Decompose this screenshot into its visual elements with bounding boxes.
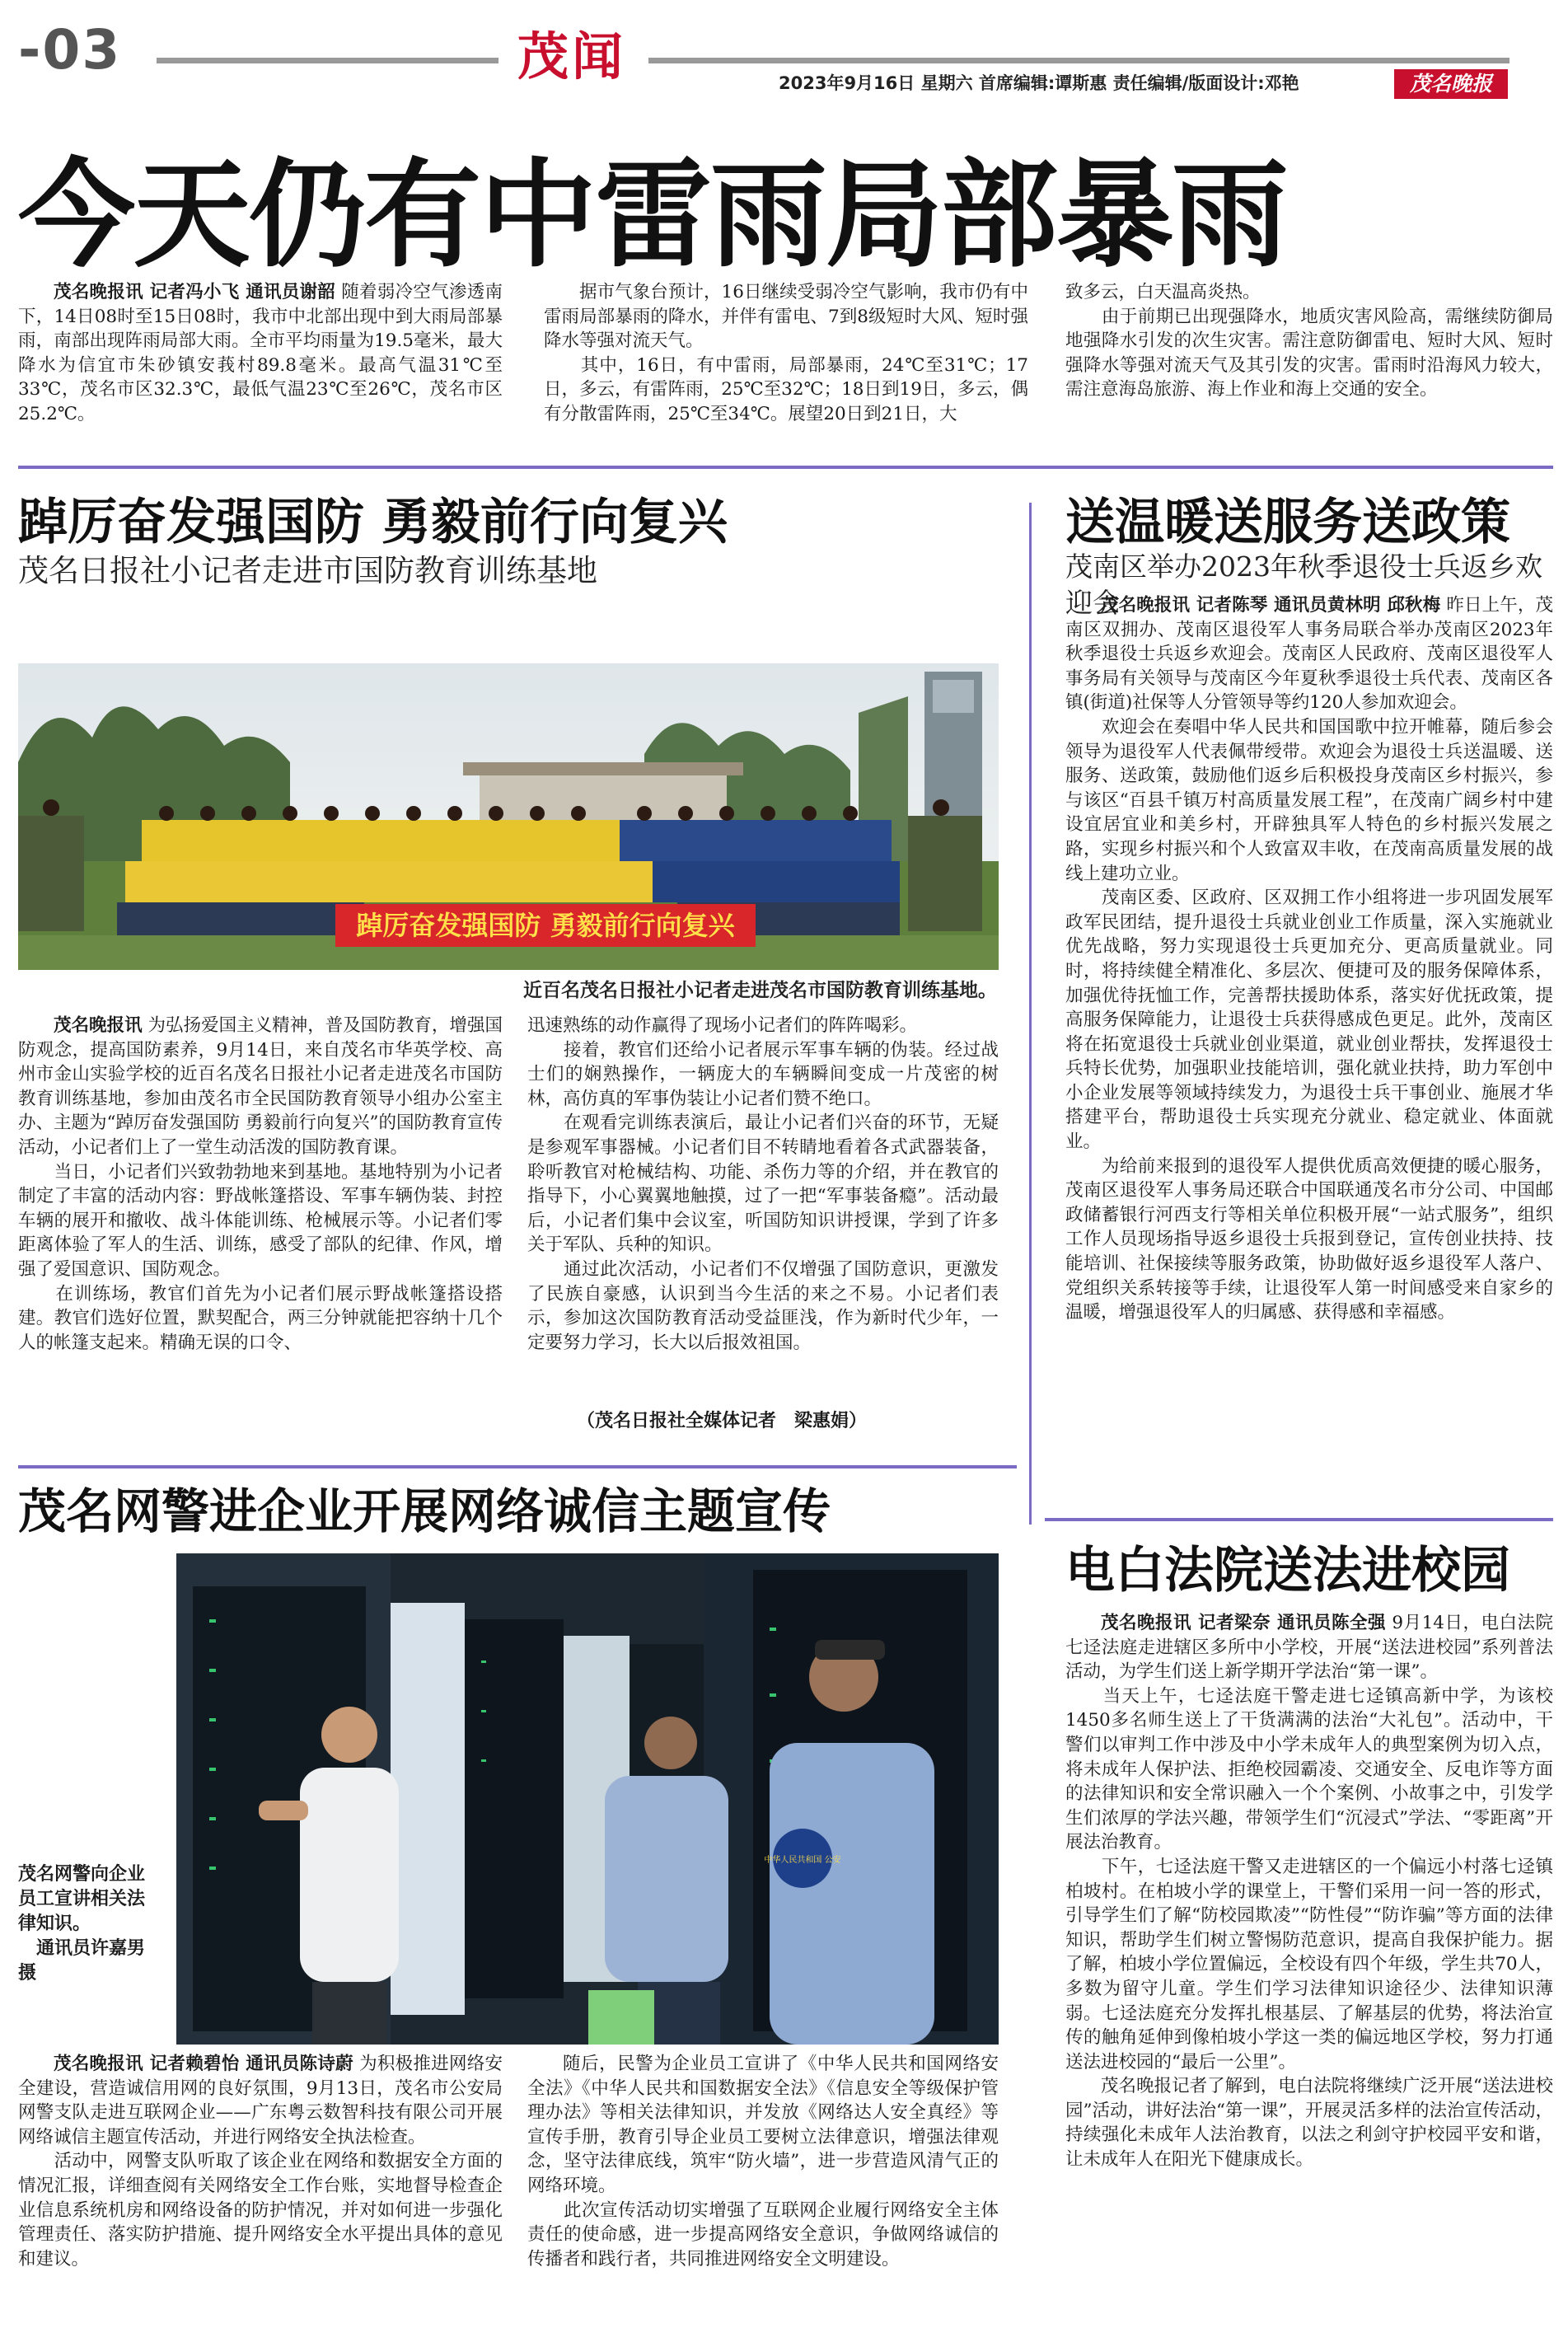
header-date-info: 2023年9月16日 星期六 首席编辑:谭斯惠 责任编辑/版面设计:邓艳 [779, 73, 1299, 93]
veterans-body [1065, 593, 1553, 1325]
defense-group-photo [18, 663, 999, 970]
newspaper-logo [1394, 69, 1508, 99]
defense-col-2: 迅速熟练的动作赢得了现场小记者们的阵阵喝彩。 接着，教官们还给小记者展示军事车辆的伪装。经过战士们的娴熟操作，一辆庞大的车辆瞬间变成一片茂密的树林，高仿真的军事伪装让小记者们赞不绝口。 在观看完训练表演后，最让小记者们兴奋的环节，无疑是参观军事器械。小记者们目不转睛地看着各式武器装备，聆听教官对枪械结构、功能、杀伤力等的介绍，并在教官的指导下，小心翼翼地触摸，过了一把“军事装备瘾”。活动最后，小记者们集中会议室，听国防知识讲授课，学到了许多关于军队、兵种的知识。 通过此次活动，小记者们不仅增强了国防意识，更激发了民族自豪感，认识到当今生活的来之不易。小记者们表示，参加这次国防教育活动受益匪浅，作为新时代少年，一定要努力学习，长大以后报效祖国。 [527, 1015, 999, 1353]
defense-col-1 [18, 1014, 503, 1355]
court-body [1065, 1611, 1553, 2172]
weather-byline: 茂名晚报讯 记者冯小飞 通讯员谢韶 [54, 282, 336, 302]
police-photo [176, 1553, 999, 2045]
veterans-title: 送温暖送服务送政策 [1065, 494, 1510, 551]
veterans-subtitle: 茂南区举办2023年秋季退役士兵返乡欢迎会 [1065, 550, 1542, 619]
section-label: 茂闻 [517, 26, 627, 87]
police-col-1 [18, 2052, 503, 2271]
defense-col-1-text: 为弘扬爱国主义精神，普及国防教育，增强国防观念，提高国防素养，9月14日，来自茂名市华英学校、高州市金山实验学校的近百名茂名日报社小记者走进茂名市国防教育训练基地，参加由茂名市全民国防教育领导小组办公室主办、主题为“踔厉奋发强国防 勇毅前行向复兴”的国防教育宣传活动，小记者们上了一堂生动活泼的国防教育课。 当日，小记者们兴致勃勃地来到基地。基地特别为小记者制定了丰富的活动内容：野战帐篷搭设、军事车辆伪装、封控车辆的展开和撤收、战斗体能训练、枪械展示等。小记者们零距离体验了军人的生活、训练，感受了部队的纪律、作风，增强了爱国意识、国防观念。 在训练场，教官们首先为小记者们展示野战帐篷搭设搭建。教官们选好位置，默契配合，两三分钟就能把容纳十几个人的帐篷支起来。精确无误的口令、 [18, 1015, 503, 1353]
header-rule-right [648, 58, 1509, 63]
weather-col-1 [18, 280, 503, 427]
divider-horizontal-1 [18, 466, 1553, 469]
header-rule-left [157, 58, 498, 63]
court-byline: 茂名晚报讯 记者梁奈 通讯员陈全强 [1101, 1613, 1387, 1633]
court-title: 电白法院送法进校园 [1065, 1542, 1510, 1600]
weather-col-1-text: 随着弱冷空气渗透南下，14日08时至15日08时，我市中北部出现中到大雨局部暴雨，南部出现阵雨局部大雨。全市平均雨量为19.5毫米，最大降水为信宜市朱砂镇安莪村89.8毫米。最高气温31℃至33℃，茂名市区32.3℃，最低气温23℃至26℃，茂名市区25.2℃。 [18, 282, 503, 424]
page-number: -03 [18, 18, 122, 82]
divider-vertical [1029, 503, 1032, 1525]
police-col-2: 随后，民警为企业员工宣讲了《中华人民共和国网络安全法》《中华人民共和国数据安全法》《信息安全等级保护管理办法》等相关法律知识，并发放《网络达人安全真经》等宣传手册，教育引导企业员工要树立法律意识，增强法律观念，坚守法律底线，筑牢“防火墙”，进一步营造风清气正的网络环境。 此次宣传活动切实增强了互联网企业履行网络安全主体责任的使命感，进一步提高网络安全意识，争做网络诚信的传播者和践行者，共同推进网络安全文明建设。 [527, 2054, 999, 2269]
main-headline: 今天仍有中雷雨局部暴雨 [18, 148, 1287, 283]
court-body-text: 9月14日，电白法院七迳法庭走进辖区多所中小学校，开展“送法进校园”系列普法活动，为学生们送上新学期开学法治“第一课”。 当天上午，七迳法庭干警走进七迳镇高新中学，为该校1450多名师生送上了干货满满的法治“大礼包”。活动中，干警们以审判工作中涉及中小学未成年人的典型案例为切入点，将未成年人保护法、拒绝校园霸凌、交通安全、反电诈等方面的法律知识和安全常识融入一个个案例、小故事之中，引发学生们浓厚的学法兴趣，带领学生们“沉浸式”学法、“零距离”开展法治教育。 下午，七迳法庭干警又走进辖区的一个偏远小村落七迳镇柏坡村。在柏坡小学的课堂上，干警们采用一问一答的形式，引导学生们了解“防校园欺凌”“防性侵”“防诈骗”等方面的法律知识，帮助学生们树立警惕防范意识，提高自我保护能力。据了解，柏坡小学位置偏远，全校设有四个年级，学生共70人，多数为留守儿童。学生们学习法律知识途径少、法律知识薄弱。七迳法庭充分发挥扎根基层、了解基层的优势，将法治宣传的触角延伸到像柏坡小学这一类的偏远地区学校，努力打通送法进校园的“最后一公里”。 茂名晚报记者了解到，电白法院将继续广泛开展“送法进校园”活动，讲好法治“第一课”，开展灵活多样的法治宣传活动，持续强化未成年人法治教育，以法之利剑守护校园平安和谐，让未成年人在阳光下健康成长。 [1065, 1613, 1553, 2171]
police-badge-text: 中华人民共和国 公安 [764, 1856, 841, 1865]
defense-title: 踔厉奋发强国防 勇毅前行向复兴 [18, 494, 728, 551]
police-photo-caption [18, 1862, 150, 1986]
defense-subtitle: 茂名日报社小记者走进市国防教育训练基地 [18, 553, 597, 588]
weather-col-3: 致多云，白天温高炎热。 由于前期已出现强降水，地质灾害风险高，需继续防御局地强降水引发的次生灾害。需注意防御雷电、短时大风、短时强降水等强对流天气及其引发的灾害。雷雨时沿海风力较大，需注意海岛旅游、海上作业和海上交通的安全。 [1065, 282, 1553, 400]
divider-horizontal-3 [1045, 1518, 1553, 1521]
defense-photo-caption: 近百名茂名日报社小记者走进茂名市国防教育训练基地。 [523, 980, 997, 1001]
divider-horizontal-2 [18, 1465, 1017, 1468]
police-photo-image [176, 1553, 999, 2045]
police-col-1-text: 为积极推进网络安全建设，营造诚信用网的良好氛围，9月13日，茂名市公安局网警支队走进互联网企业——广东粤云数智科技有限公司开展网络诚信主题宣传活动，并进行网络安全执法检查。 活动中，网警支队听取了该企业在网络和数据安全方面的情况汇报，详细查阅有关网络安全工作台账，实地督导检查企业信息系统机房和网络设备的防护情况，并对如何进一步强化管理责任、落实防护措施、提升网络安全水平提出具体的意见和建议。 [18, 2054, 503, 2269]
defense-group-photo-image [18, 663, 999, 970]
defense-byline: 茂名晚报讯 [54, 1015, 143, 1036]
police-byline: 茂名晚报讯 记者赖碧怡 通讯员陈诗蔚 [54, 2054, 353, 2074]
newspaper-logo-text: 茂名晚报 [1409, 72, 1492, 96]
weather-col-2: 据市气象台预计，16日继续受弱冷空气影响，我市仍有中雷雨局部暴雨的降水，并伴有雷电、7到8级短时大风、短时强降水等强对流天气。 其中，16日，有中雷雨，局部暴雨，24℃至31℃；17日，多云，有雷阵雨，25℃至32℃；18日到19日，多云，偶有分散雷阵雨，25℃至34℃。展望20日到21日，大 [544, 282, 1028, 424]
police-photo-caption-text: 茂名网警向企业员工宣讲相关法律知识。 通讯员许嘉男摄 [18, 1864, 146, 1984]
police-title: 茂名网警进企业开展网络诚信主题宣传 [18, 1483, 831, 1539]
photo-banner-text: 踔厉奋发强国防 勇毅前行向复兴 [356, 910, 735, 941]
veterans-byline: 茂名晚报讯 记者陈琴 通讯员黄林明 邱秋梅 [1101, 595, 1441, 616]
veterans-body-text: 昨日上午，茂南区双拥办、茂南区退役军人事务局联合举办茂南区2023年秋季退役士兵返乡欢迎会。茂南区人民政府、茂南区退役军人事务局有关领导与茂南区今年夏秋季退役士兵代表、茂南区各镇(街道)社保等人分管领导等约120人参加欢迎会。 欢迎会在奏唱中华人民共和国国歌中拉开帷幕，随后参会领导为退役军人代表佩带绶带。欢迎会为退役士兵送温暖、送服务、送政策，鼓励他们返乡后积极投身茂南区乡村振兴，参与该区“百县千镇万村高质量发展工程”，在茂南广阔乡村中建设宜居宜业和美乡村，开辟独具军人特色的乡村振兴发展之路，实现乡村振兴和个人致富双丰收，在茂南高质量发展的战线上建功立业。 茂南区委、区政府、区双拥工作小组将进一步巩固发展军政军民团结，提升退役士兵就业创业工作质量，深入实施就业优先战略，努力实现退役士兵更加充分、更高质量就业。同时，将持续健全精准化、多层次、便捷可及的服务保障体系，加强优待抚恤工作，完善帮扶援助体系，落实好优抚政策，提高服务保障能力，让退役士兵获得感成色更足。此外，茂南区将在拓宽退役士兵就业创业渠道，就业创业帮扶，发挥退役士兵特长优势，加强职业技能培训，强化就业扶持，助力军创中小企业发展等领域持续发力，为退役士兵干事创业、施展才华搭建平台，帮助退役士兵实现充分就业、稳定就业、体面就业。 为给前来报到的退役军人提供优质高效便捷的暖心服务，茂南区退役军人事务局还联合中国联通茂名市分公司、中国邮政储蓄银行河西支行等相关单位积极开展“一站式服务”，组织工作人员现场指导返乡退役士兵报到登记，宣传创业扶持、技能培训、社保接续等服务政策，协助做好返乡退役军人落户、党组织关系转接等手续，让退役军人第一时间感受来自家乡的温暖，增强退役军人的归属感、获得感和幸福感。 [1065, 595, 1553, 1323]
defense-author: （茂名日报社全媒体记者 梁惠娟） [577, 1411, 868, 1431]
